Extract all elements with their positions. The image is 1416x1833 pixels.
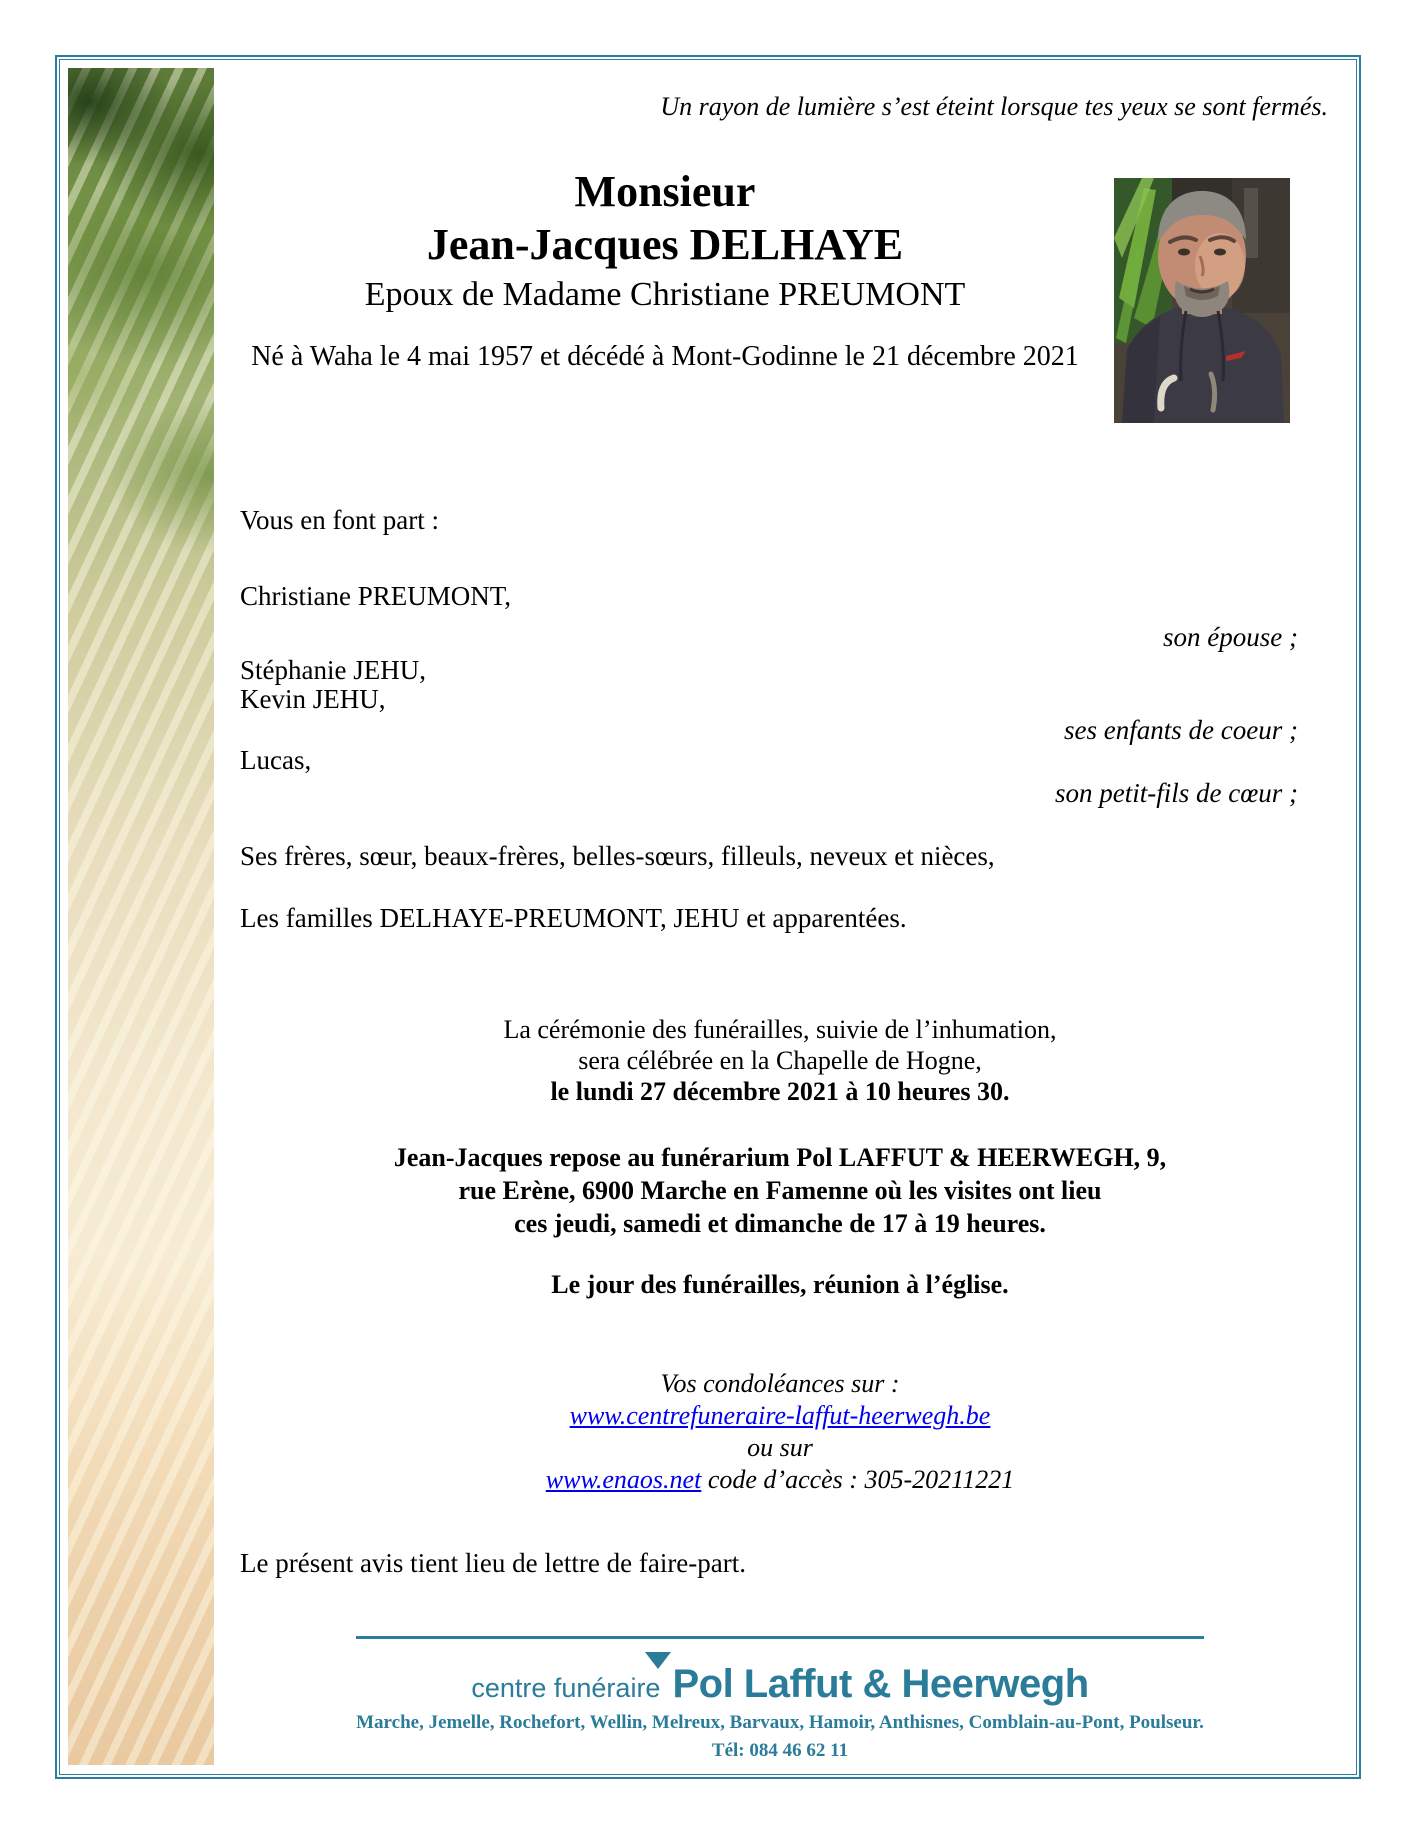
ceremony-line: sera célébrée en la Chapelle de Hogne, [578,1046,982,1075]
condolences-link-enaos[interactable]: www.enaos.net [545,1465,702,1494]
forest-path-image [68,68,214,1765]
family-other-line: Ses frères, sœur, beaux-frères, belles-sœurs, filleuls, neveux et nièces, [240,841,995,871]
family-member: Lucas, [240,745,312,775]
faire-part-notice: Le présent avis tient lieu de lettre de faire-part. [240,1548,747,1578]
family-other-line: Les familles DELHAYE-PREUMONT, JEHU et apparentées. [240,903,907,933]
ceremony-line: La cérémonie des funérailles, suivie de l’inhumation, [503,1015,1057,1044]
condolences-block [215,1368,1345,1496]
footer-divider [356,1636,1204,1639]
portrait-illustration [1114,178,1290,423]
relation-label: son petit-fils de cœur ; [1055,778,1298,808]
family-member: Christiane PREUMONT, [240,581,511,611]
access-code-text: code d’accès : 305-20211221 [701,1465,1015,1494]
relation-label: son épouse ; [1163,622,1298,652]
birth-death-line: Né à Waha le 4 mai 1957 et décédé à Mont-Godinne le 21 décembre 2021 [251,341,1079,372]
family-member: Kevin JEHU, [240,684,386,714]
announcement-intro: Vous en font part : [240,505,439,535]
condolences-link-centrefuneraire[interactable]: www.centrefuneraire-laffut-heerwegh.be [569,1401,991,1430]
ceremony-block [215,1014,1345,1107]
condolences-label: Vos condoléances sur : [660,1369,900,1398]
spouse-line: Epoux de Madame Christiane PREUMONT [364,276,966,313]
footer-cities: Marche, Jemelle, Rochefort, Wellin, Melreux, Barvaux, Hamoir, Anthisnes, Comblain-au-Pont, Poulseur. [356,1712,1204,1733]
condolences-separator: ou sur [747,1433,813,1462]
church-meeting-line: Le jour des funérailles, réunion à l’église. [551,1270,1009,1299]
deceased-photo [1114,178,1290,423]
relation-label: ses enfants de coeur ; [1064,715,1298,745]
funerarium-line: Jean-Jacques repose au funérarium Pol LAFFUT & HEERWEGH, 9, [393,1143,1167,1172]
brand-large-text: Pol Laffut & Heerwegh [672,1662,1089,1706]
funerarium-line: rue Erène, 6900 Marche en Famenne où les visites ont lieu [458,1176,1102,1205]
funeral-home-logo [215,1662,1345,1707]
memorial-quote: Un rayon de lumière s’est éteint lorsque tes yeux se sont fermés. [660,92,1328,121]
brand-small-text: centre funéraire [471,1673,661,1703]
deceased-title: Monsieur [574,167,756,216]
title-block [215,166,1115,372]
funerarium-block [215,1141,1345,1240]
footer-phone: Tél: 084 46 62 11 [711,1740,849,1761]
family-member: Stéphanie JEHU, [240,655,426,685]
deceased-name: Jean-Jacques DELHAYE [426,220,904,269]
funerarium-line: ces jeudi, samedi et dimanche de 17 à 19 heures. [514,1209,1046,1238]
ceremony-date-line: le lundi 27 décembre 2021 à 10 heures 30. [550,1077,1010,1106]
